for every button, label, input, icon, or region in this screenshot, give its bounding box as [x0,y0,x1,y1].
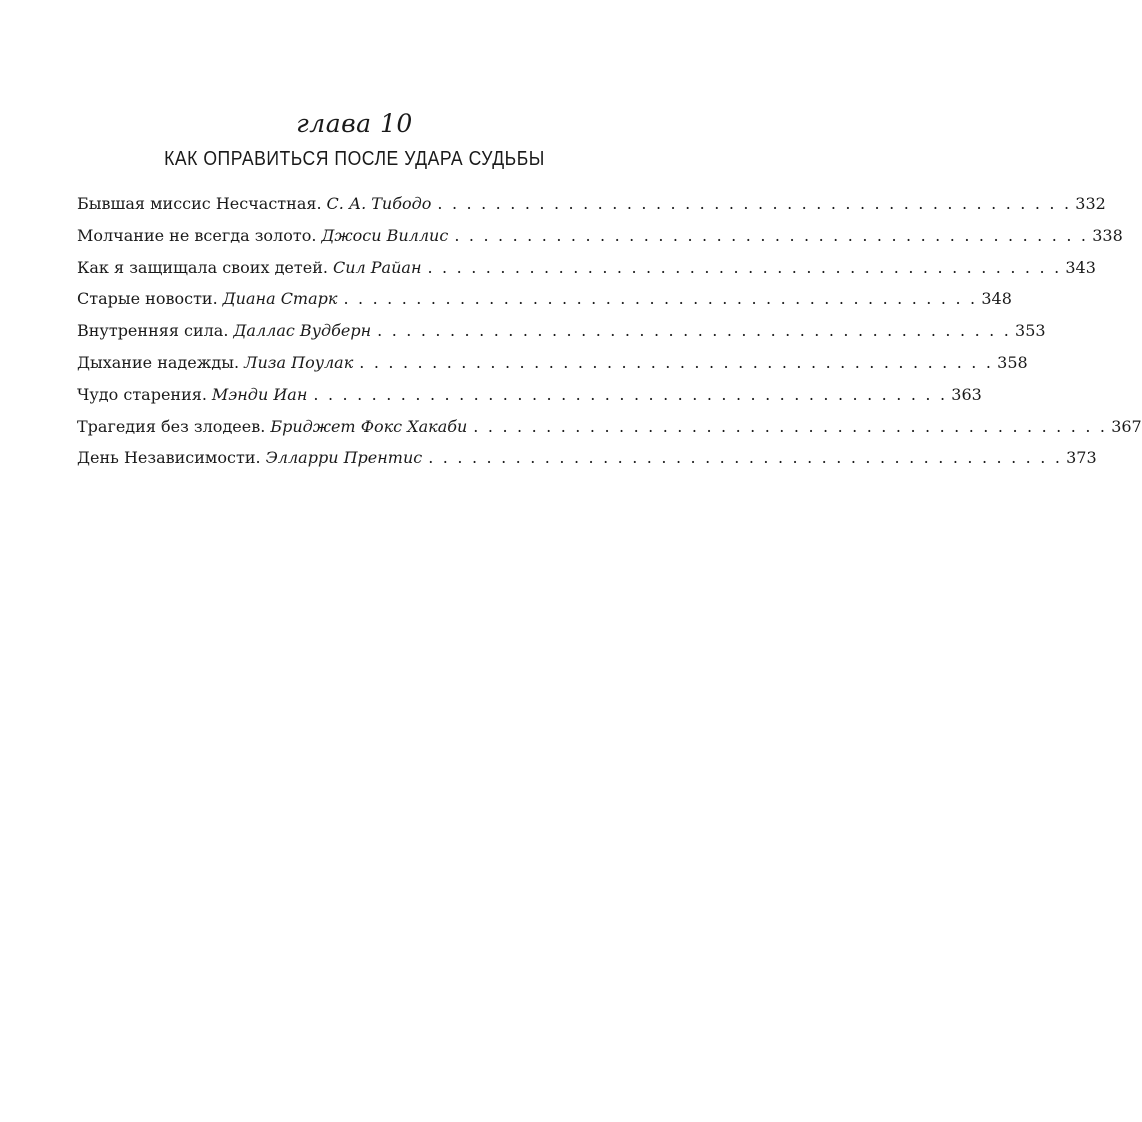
entry-title: Как я защищала своих детей. [77,257,328,277]
entry-page-number: 373 [1066,448,1097,468]
entry-page-number: 367 [1111,416,1142,436]
entry-title: Трагедия без злодеев. [77,416,266,436]
entry-page-number: 363 [951,384,982,404]
dot-leader: . . . . . . . . . . . . . . . . . . . . . . . . . . . . . . . . . . . . . . . . . . . . [313,384,948,404]
table-of-contents [77,192,1142,478]
entry-author: Лиза Поулак [244,352,354,372]
toc-entry [77,287,1012,319]
entry-page-number: 343 [1065,257,1096,277]
dot-leader: . . . . . . . . . . . . . . . . . . . . . . . . . . . . . . . . . . . . . . . . . . . . [454,225,1089,245]
toc-entry [77,319,1046,351]
chapter-title: КАК ОПРАВИТЬСЯ ПОСЛЕ УДАРА СУДЬБЫ [164,148,545,170]
entry-author: Диана Старк [222,289,338,309]
dot-leader: . . . . . . . . . . . . . . . . . . . . . . . . . . . . . . . . . . . . . . . . . . . . [359,352,994,372]
entry-title: Дыхание надежды. [77,352,240,372]
dot-leader: . . . . . . . . . . . . . . . . . . . . . . . . . . . . . . . . . . . . . . . . . . . . [428,448,1063,468]
dot-leader: . . . . . . . . . . . . . . . . . . . . . . . . . . . . . . . . . . . . . . . . . . . . [377,321,1012,341]
entry-title: Внутренняя сила. [77,321,229,341]
entry-author: Джоси Виллис [321,225,449,245]
entry-author: Бриджет Фокс Хакаби [270,416,468,436]
entry-author: Мэнди Иан [211,384,308,404]
toc-entry [77,256,1096,288]
entry-page-number: 353 [1015,321,1046,341]
toc-entry [77,351,1028,383]
entry-page-number: 332 [1075,194,1106,213]
entry-author: Элларри Прентис [265,448,423,468]
toc-entry [77,383,982,415]
entry-title: Старые новости. [77,289,218,309]
entry-author: Сил Райан [332,257,422,277]
toc-entry [77,415,1142,447]
dot-leader: . . . . . . . . . . . . . . . . . . . . . . . . . . . . . . . . . . . . . . . . . . . . [437,194,1072,213]
entry-author: Даллас Вудберн [233,321,372,341]
entry-title: Бывшая миссис Несчастная. [77,194,322,213]
toc-entry [77,224,1123,256]
entry-title: Чудо старения. [77,384,207,404]
dot-leader: . . . . . . . . . . . . . . . . . . . . . . . . . . . . . . . . . . . . . . . . . . . . [343,289,978,309]
entry-title: Молчание не всегда золото. [77,225,317,245]
entry-title: День Независимости. [77,448,261,468]
chapter-label: глава 10 [296,109,413,138]
dot-leader: . . . . . . . . . . . . . . . . . . . . . . . . . . . . . . . . . . . . . . . . . . . . [473,416,1108,436]
dot-leader: . . . . . . . . . . . . . . . . . . . . . . . . . . . . . . . . . . . . . . . . . . . . [427,257,1062,277]
entry-author: С. А. Тибодо [326,194,432,213]
entry-page-number: 358 [997,352,1028,372]
toc-entry [77,446,1097,478]
entry-page-number: 348 [981,289,1012,309]
toc-entry [77,192,1106,224]
entry-page-number: 338 [1092,225,1123,245]
